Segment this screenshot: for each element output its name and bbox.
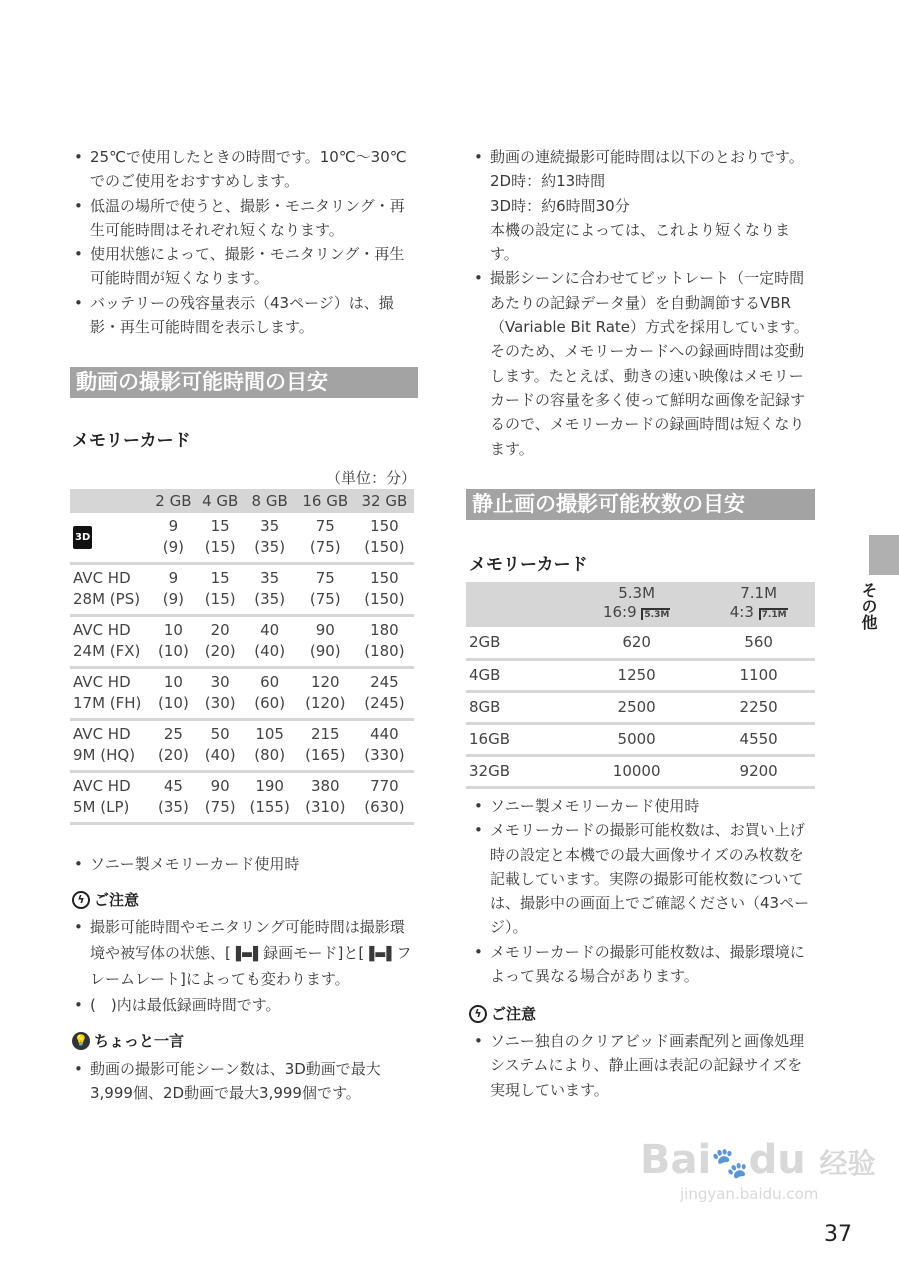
table-cell: 150 (150) (355, 564, 414, 616)
line: 3D時：約6時間30分 (490, 196, 630, 215)
table-cell: 90 (75) (197, 772, 244, 824)
tip-title: ちょっと一言 (94, 1032, 185, 1050)
table-cell: 45 (35) (150, 772, 197, 824)
list-item: • バッテリーの残容量表示（43ページ）は、撮影・再生可能時間を表示します。 (72, 291, 417, 340)
list-item (72, 915, 417, 993)
row-label: 2GB (466, 627, 571, 659)
page-number: 37 (824, 1222, 852, 1247)
unit-label: （単位：分） (325, 469, 416, 487)
header-empty (466, 582, 571, 627)
caution-text: 録画モード]と[ (263, 943, 365, 962)
subtitle-memory-card: メモリーカード (469, 555, 588, 575)
row-label (70, 513, 150, 564)
list-item: • 動画の撮影可能シーン数は、3D動画で最大3,999個、2D動画で最大3,999個です。 (72, 1057, 402, 1106)
section-title-movie-time: 動画の撮影可能時間の目安 (70, 367, 418, 398)
caution-title: ご注意 (491, 1005, 537, 1023)
table-cell: 180 (180) (355, 616, 414, 668)
row-label: AVC HD 28M (PS) (70, 564, 150, 616)
table-cell: 15 (15) (197, 513, 244, 564)
caution-text: 撮影可能時間やモニタリング可能時間は撮影環境や被写体の状態、[ (90, 918, 405, 962)
column-header: 2 GB (150, 489, 197, 513)
caution-heading (72, 889, 139, 910)
film-icon: ▐▬▌ (230, 946, 264, 962)
list-item: • 撮影シーンに合わせてビットレート（一定時間あたりの記録データ量）を自動調節するVBR（Variable Bit Rate）方式を採用しています。そのため、メモリーカードへの録画時間は変動します。たとえば、動きの速い映像はメモリーカードの容量を多く使って鮮明な画像を記録するので、メモリーカードの録画時間は短くなります。 (472, 266, 812, 460)
table-row (466, 691, 815, 723)
list-item: • メモリーカードの撮影可能枚数は、お買い上げ時の設定と本機での最大画像サイズのみ枚数を記載しています。実際の撮影可能枚数については、撮影中の画面上でご確認ください（43ページ）。 (472, 818, 817, 939)
table-cell: 190 (155) (244, 772, 296, 824)
line: 本機の設定によっては、これより短くなります。 (490, 220, 791, 264)
table-cell: 105 (80) (244, 720, 296, 772)
table-cell: 440 (330) (355, 720, 414, 772)
baidu-watermark: Bai🐾du 经验 jingyan.baidu.com (640, 1137, 876, 1203)
still-count-table (466, 582, 815, 789)
caution-text: フレームレート]によっても変わります。 (90, 943, 412, 988)
list-item: • ソニー製メモリーカード使用時 (72, 852, 417, 876)
column-header: 16 GB (296, 489, 355, 513)
table-cell: 215 (165) (296, 720, 355, 772)
movie-time-table (70, 489, 414, 825)
film-icon: ▐▬▌ (364, 946, 397, 962)
column-header: 8 GB (244, 489, 296, 513)
table-cell: 60 (60) (244, 668, 296, 720)
list-item: • 25℃で使用したときの時間です。10℃〜30℃でのご使用をおすすめします。 (72, 145, 417, 194)
lightbulb-icon: 💡 (72, 1032, 90, 1050)
left-table-note (72, 852, 417, 876)
3d-badge-icon: 3D (73, 526, 92, 549)
table-cell: 9200 (702, 755, 815, 787)
table-cell: 2500 (571, 691, 702, 723)
table-cell: 2250 (702, 691, 815, 723)
header-5-3m: 5.3M 16:9 5.3M (571, 582, 702, 627)
table-cell: 15 (15) (197, 564, 244, 616)
right-caution-bullets (472, 1029, 817, 1102)
tip-bullets (72, 1057, 402, 1106)
image-size-icon: 5.3M (641, 608, 670, 620)
table-cell: 10000 (571, 755, 702, 787)
table-cell: 20 (20) (197, 616, 244, 668)
table-row (70, 616, 414, 668)
table-cell: 35 (35) (244, 513, 296, 564)
caution-bullets (72, 915, 417, 1018)
line: 2D時：約13時間 (490, 172, 606, 191)
row-label: 4GB (466, 659, 571, 691)
header-7-1m: 7.1M 4:3 7.1M (702, 582, 815, 627)
table-row (70, 720, 414, 772)
row-label: AVC HD 5M (LP) (70, 772, 150, 824)
table-cell: 1100 (702, 659, 815, 691)
table-row (466, 723, 815, 755)
side-tab-marker (869, 535, 899, 575)
section-title-still-count: 静止画の撮影可能枚数の目安 (466, 489, 815, 520)
image-size-icon: 7.1M (759, 608, 788, 620)
caution-title: ご注意 (94, 891, 140, 909)
list-item (472, 145, 822, 266)
left-intro-bullets (72, 145, 417, 339)
tip-heading (72, 1030, 184, 1051)
caution-icon: ϟ (469, 1005, 487, 1023)
table-row (70, 772, 414, 824)
table-cell: 10 (10) (150, 668, 197, 720)
table-cell: 40 (40) (244, 616, 296, 668)
table-cell: 150 (150) (355, 513, 414, 564)
right-table-notes (472, 794, 817, 988)
table-row (70, 564, 414, 616)
list-item: • ソニー独自のクリアビッド画素配列と画像処理システムにより、静止画は表記の記録サイズを実現しています。 (472, 1029, 817, 1102)
side-tab-label: その他 (859, 582, 878, 630)
line: • 動画の連続撮影可能時間は以下のとおりです。 (490, 148, 804, 166)
row-label: 8GB (466, 691, 571, 723)
table-row (70, 513, 414, 564)
list-item: • 低温の場所で使うと、撮影・モニタリング・再生可能時間はそれぞれ短くなります。 (72, 194, 417, 243)
table-cell: 35 (35) (244, 564, 296, 616)
table-row (466, 627, 815, 659)
table-row (70, 668, 414, 720)
table-cell: 5000 (571, 723, 702, 755)
table-cell: 75 (75) (296, 564, 355, 616)
table-cell: 1250 (571, 659, 702, 691)
row-label: 16GB (466, 723, 571, 755)
table-cell: 90 (90) (296, 616, 355, 668)
table-cell: 50 (40) (197, 720, 244, 772)
table-cell: 770 (630) (355, 772, 414, 824)
table-cell: 380 (310) (296, 772, 355, 824)
table-cell: 30 (30) (197, 668, 244, 720)
list-item: • ( )内は最低録画時間です。 (72, 993, 417, 1019)
table-cell: 9 (9) (150, 513, 197, 564)
list-item: • ソニー製メモリーカード使用時 (472, 794, 817, 818)
table-cell: 245 (245) (355, 668, 414, 720)
row-label: AVC HD 9M (HQ) (70, 720, 150, 772)
column-header: 32 GB (355, 489, 414, 513)
row-label: 32GB (466, 755, 571, 787)
table-cell: 4550 (702, 723, 815, 755)
row-label: AVC HD 24M (FX) (70, 616, 150, 668)
list-item: • 使用状態によって、撮影・モニタリング・再生可能時間が短くなります。 (72, 242, 417, 291)
subtitle-memory-card: メモリーカード (72, 431, 191, 451)
table-cell: 25 (20) (150, 720, 197, 772)
table-row (466, 659, 815, 691)
right-intro-bullets (472, 145, 822, 461)
table-cell: 620 (571, 627, 702, 659)
table-cell: 560 (702, 627, 815, 659)
table-cell: 9 (9) (150, 564, 197, 616)
table-cell: 120 (120) (296, 668, 355, 720)
list-item: • メモリーカードの撮影可能枚数は、撮影環境によって異なる場合があります。 (472, 940, 817, 989)
column-header (70, 489, 150, 513)
table-cell: 10 (10) (150, 616, 197, 668)
column-header: 4 GB (197, 489, 244, 513)
caution-heading (469, 1003, 536, 1024)
row-label: AVC HD 17M (FH) (70, 668, 150, 720)
caution-icon: ϟ (72, 891, 90, 909)
table-row (466, 755, 815, 787)
table-cell: 75 (75) (296, 513, 355, 564)
